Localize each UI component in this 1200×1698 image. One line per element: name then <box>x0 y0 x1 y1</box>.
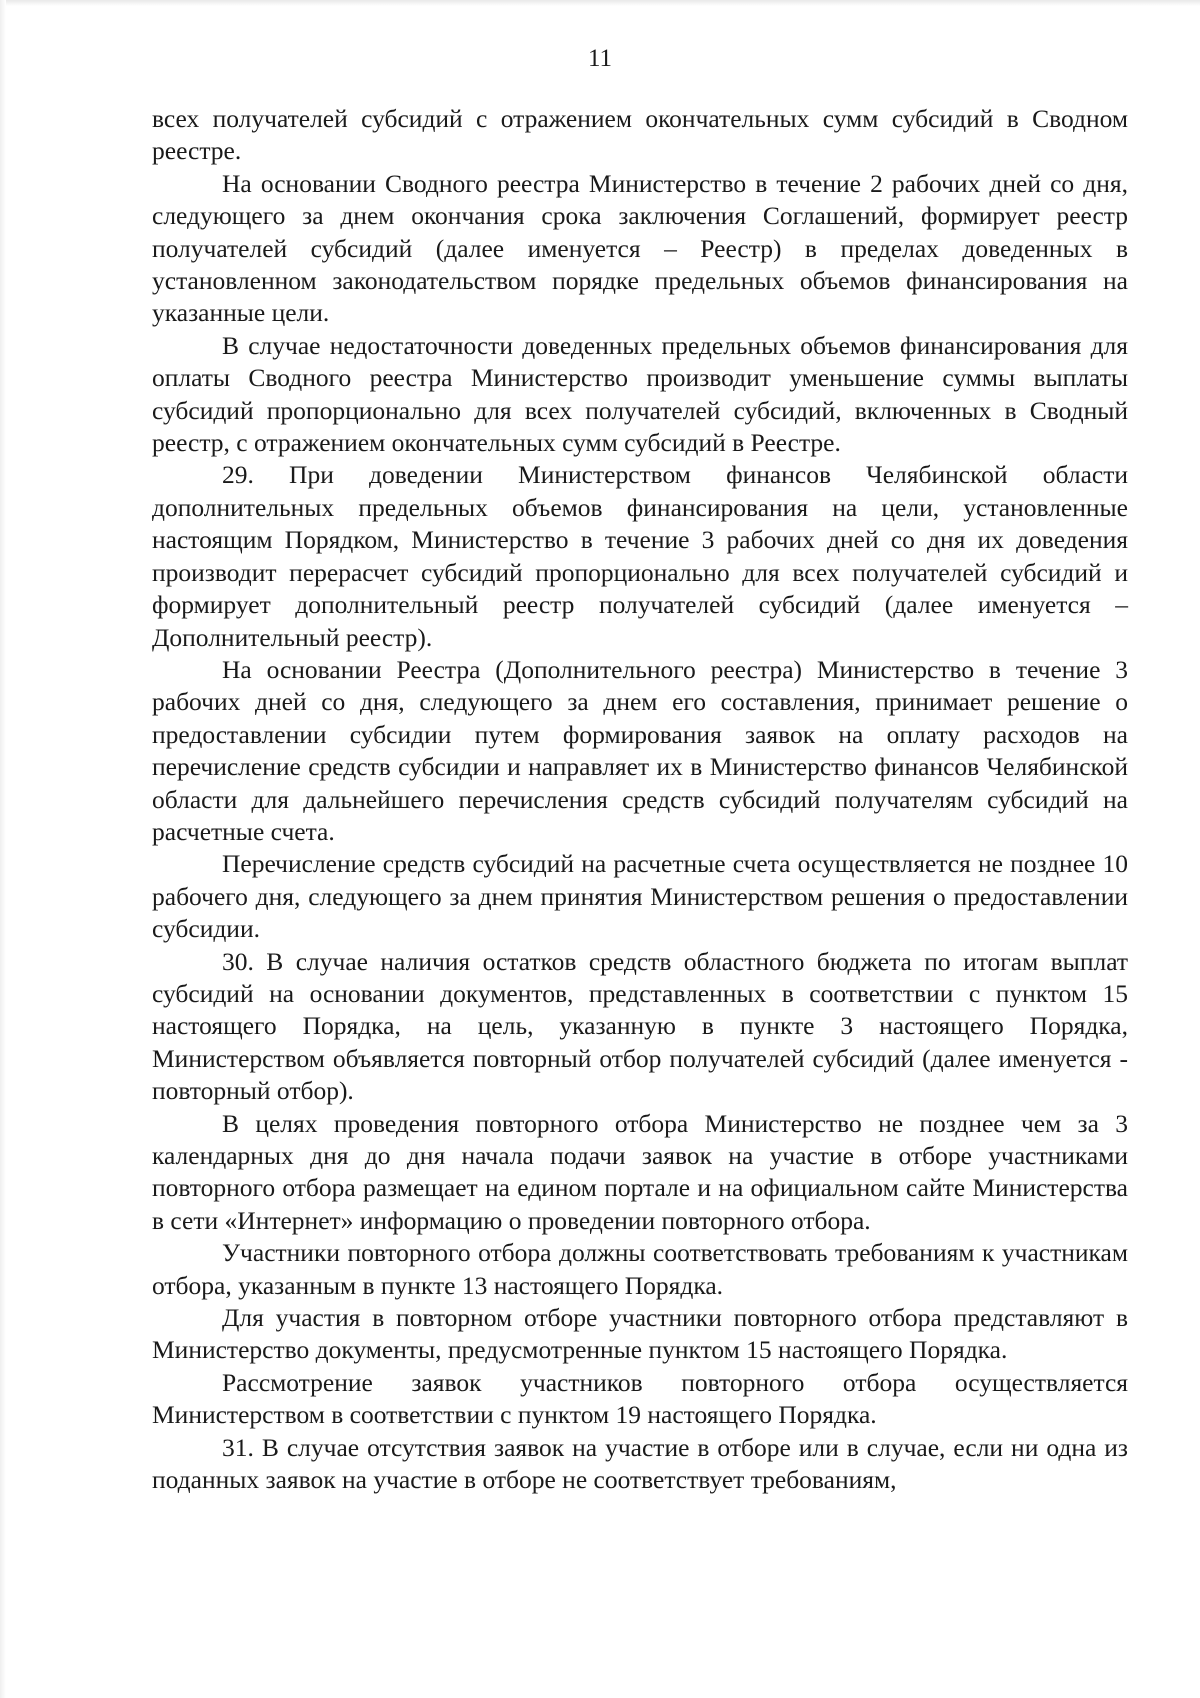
paragraph: 29. При доведении Министерством финансов Челябинской области дополнительных предельных объемов финансирования на цели, установленные настоящим Порядком, Министерство в течение 3 рабочих дней со дня их доведения производит перерасчет субсидий пропорционально для всех получателей субсидий и формирует дополнительный реестр получателей субсидий (далее именуется – Дополнительный реестр). <box>152 460 1128 652</box>
paragraph: В целях проведения повторного отбора Министерство не позднее чем за 3 календарных дня до дня начала подачи заявок на участие в отборе участниками повторного отбора размещает на едином портале и на официальном сайте Министерства в сети «Интернет» информацию о проведении повторного отбора. <box>152 1108 1128 1235</box>
paragraph: В случае недостаточности доведенных предельных объемов финансирования для оплаты Сводного реестра Министерство производит уменьшение суммы выплаты субсидий пропорционально для всех получателей субсидий, включенных в Сводный реестр, с отражением окончательных сумм субсидий в Реестре. <box>152 330 1128 458</box>
paragraph: 30. В случае наличия остатков средств областного бюджета по итогам выплат субсидий на основании документов, представленных в соответствии с пунктом 15 настоящего Порядка, на цель, указанную в пункте 3 настоящего Порядка, Министерством объявляется повторный отбор получателей субсидий (далее именуется - повторный отбор). <box>152 946 1128 1106</box>
paragraph: Для участия в повторном отборе участники повторного отбора представляют в Министерство документы, предусмотренные пунктом 15 настоящего Порядка. <box>152 1303 1128 1365</box>
paragraph: Участники повторного отбора должны соответствовать требованиям к участникам отбора, указанным в пункте 13 настоящего Порядка. <box>152 1238 1128 1300</box>
paragraph: 31. В случае отсутствия заявок на участие в отборе или в случае, если ни одна из поданных заявок на участие в отборе не соответствует требованиям, <box>152 1432 1128 1495</box>
scan-edge-left <box>0 0 6 1698</box>
scan-edge-top <box>0 0 1200 6</box>
page-number: 11 <box>587 45 613 72</box>
document-body <box>152 103 1128 1496</box>
paragraph: Перечисление средств субсидий на расчетные счета осуществляется не позднее 10 рабочего дня, следующего за днем принятия Министерством решения о предоставлении субсидии. <box>152 849 1128 944</box>
paragraph: Рассмотрение заявок участников повторного отбора осуществляется Министерством в соответствии с пунктом 19 настоящего Порядка. <box>152 1367 1128 1430</box>
paragraph: На основании Сводного реестра Министерство в течение 2 рабочих дней со дня, следующего за днем окончания срока заключения Соглашений, формирует реестр получателей субсидий (далее именуется – Реестр) в пределах доведенных в установленном законодательством порядке предельных объемов финансирования на указанные цели. <box>152 168 1128 328</box>
paragraph-continuation: всех получателей субсидий с отражением окончательных сумм субсидий в Сводном реестре. <box>152 104 1128 166</box>
paragraph: На основании Реестра (Дополнительного реестра) Министерство в течение 3 рабочих дней со дня, следующего за днем его составления, принимает решение о предоставлении субсидии путем формирования заявок на оплату расходов на перечисление средств субсидии и направляет их в Министерство финансов Челябинской области для дальнейшего перечисления средств субсидий получателям субсидий на расчетные счета. <box>152 654 1128 846</box>
